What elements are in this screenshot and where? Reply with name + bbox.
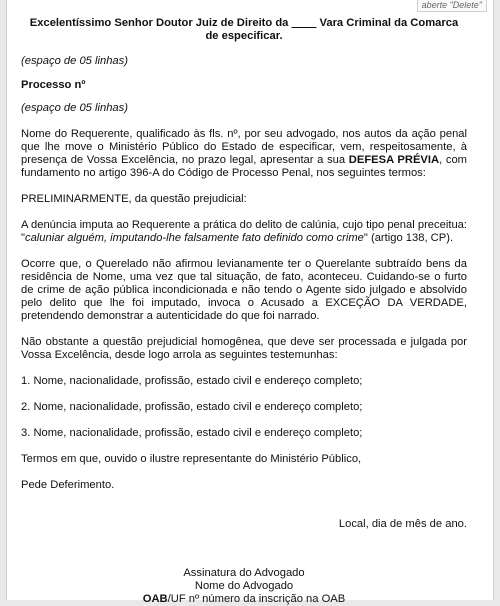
intro-paragraph xyxy=(21,128,467,180)
heading-text-b: Vara Criminal da Comarca xyxy=(316,17,459,29)
delete-hint: aberte "Delete" xyxy=(417,0,487,12)
intro-bold: DEFESA PRÉVIA xyxy=(348,154,440,166)
denuncia-text-2: " (artigo 138, CP). xyxy=(363,232,454,244)
termos-paragraph: Termos em que, ouvido o ilustre representante do Ministério Público, xyxy=(21,453,362,465)
document-heading xyxy=(21,17,467,43)
space-note-2: (espaço de 05 linhas) xyxy=(21,102,128,114)
denuncia-italic: caluniar alguém, imputando-lhe falsamente fato definido como crime xyxy=(24,232,364,244)
oab-rest: /UF nº número da inscrição na OAB xyxy=(167,593,346,605)
heading-blank: ____ xyxy=(291,17,317,29)
witness-1: 1. Nome, nacionalidade, profissão, estado civil e endereço completo; xyxy=(21,375,363,387)
document-content xyxy=(21,17,467,606)
oab-bold: OAB xyxy=(142,593,168,605)
signature-line-2: Nome do Advogado xyxy=(194,580,294,592)
local-date: Local, dia de mês de ano. xyxy=(338,518,467,530)
heading-line-1 xyxy=(21,17,467,30)
denuncia-text-1: A denúncia imputa ao Requerente a prática do delito de calúnia, cujo tipo penal preceitua: " xyxy=(21,219,467,244)
preliminar-paragraph: PRELIMINARMENTE, da questão prejudicial: xyxy=(21,193,247,205)
witness-3: 3. Nome, nacionalidade, profissão, estado civil e endereço completo; xyxy=(21,427,363,439)
denuncia-paragraph xyxy=(21,219,467,245)
witness-2: 2. Nome, nacionalidade, profissão, estado civil e endereço completo; xyxy=(21,401,363,413)
nao-obstante-paragraph: Não obstante a questão prejudicial homogênea, que deve ser processada e julgada por Vossa Excelência, desde logo arrola as seguintes testemunhas: xyxy=(21,336,467,361)
heading-line-2: de especificar. xyxy=(205,30,283,42)
intro-text-1: Nome do Requerente, qualificado às fls. nº, por seu advogado, nos autos da ação penal que lhe move o Ministério Público do Estado de especificar, vem, respeitosamente, à presença de Vossa Excelência, no prazo legal, apresentar a sua xyxy=(21,128,467,166)
heading-text-a: Excelentíssimo Senhor Doutor Juiz de Direito da xyxy=(29,17,292,29)
pede-paragraph: Pede Deferimento. xyxy=(21,479,115,491)
document-page xyxy=(6,0,494,605)
intro-text-2: , com fundamento no artigo 396-A do Código de Processo Penal, nos seguintes termos: xyxy=(21,154,467,179)
signature-block xyxy=(21,567,467,606)
space-note-1: (espaço de 05 linhas) xyxy=(21,55,128,67)
ocorre-paragraph: Ocorre que, o Querelado não afirmou levianamente ter o Querelante subtraído bens da residência de Nome, uma vez que tal situação, de fato, aconteceu. Cuidando-se o furto de crime de ação pública incondicionada e não tendo o Agente sido julgado e absolvido pelo delito que lhe foi imputado, invoca o Acusado a EXCEÇÃO DA VERDADE, pretendendo demonstrar a autenticidade do que foi narrado. xyxy=(21,258,467,322)
signature-line-1: Assinatura do Advogado xyxy=(183,567,305,579)
processo-label: Processo nº xyxy=(21,79,86,91)
